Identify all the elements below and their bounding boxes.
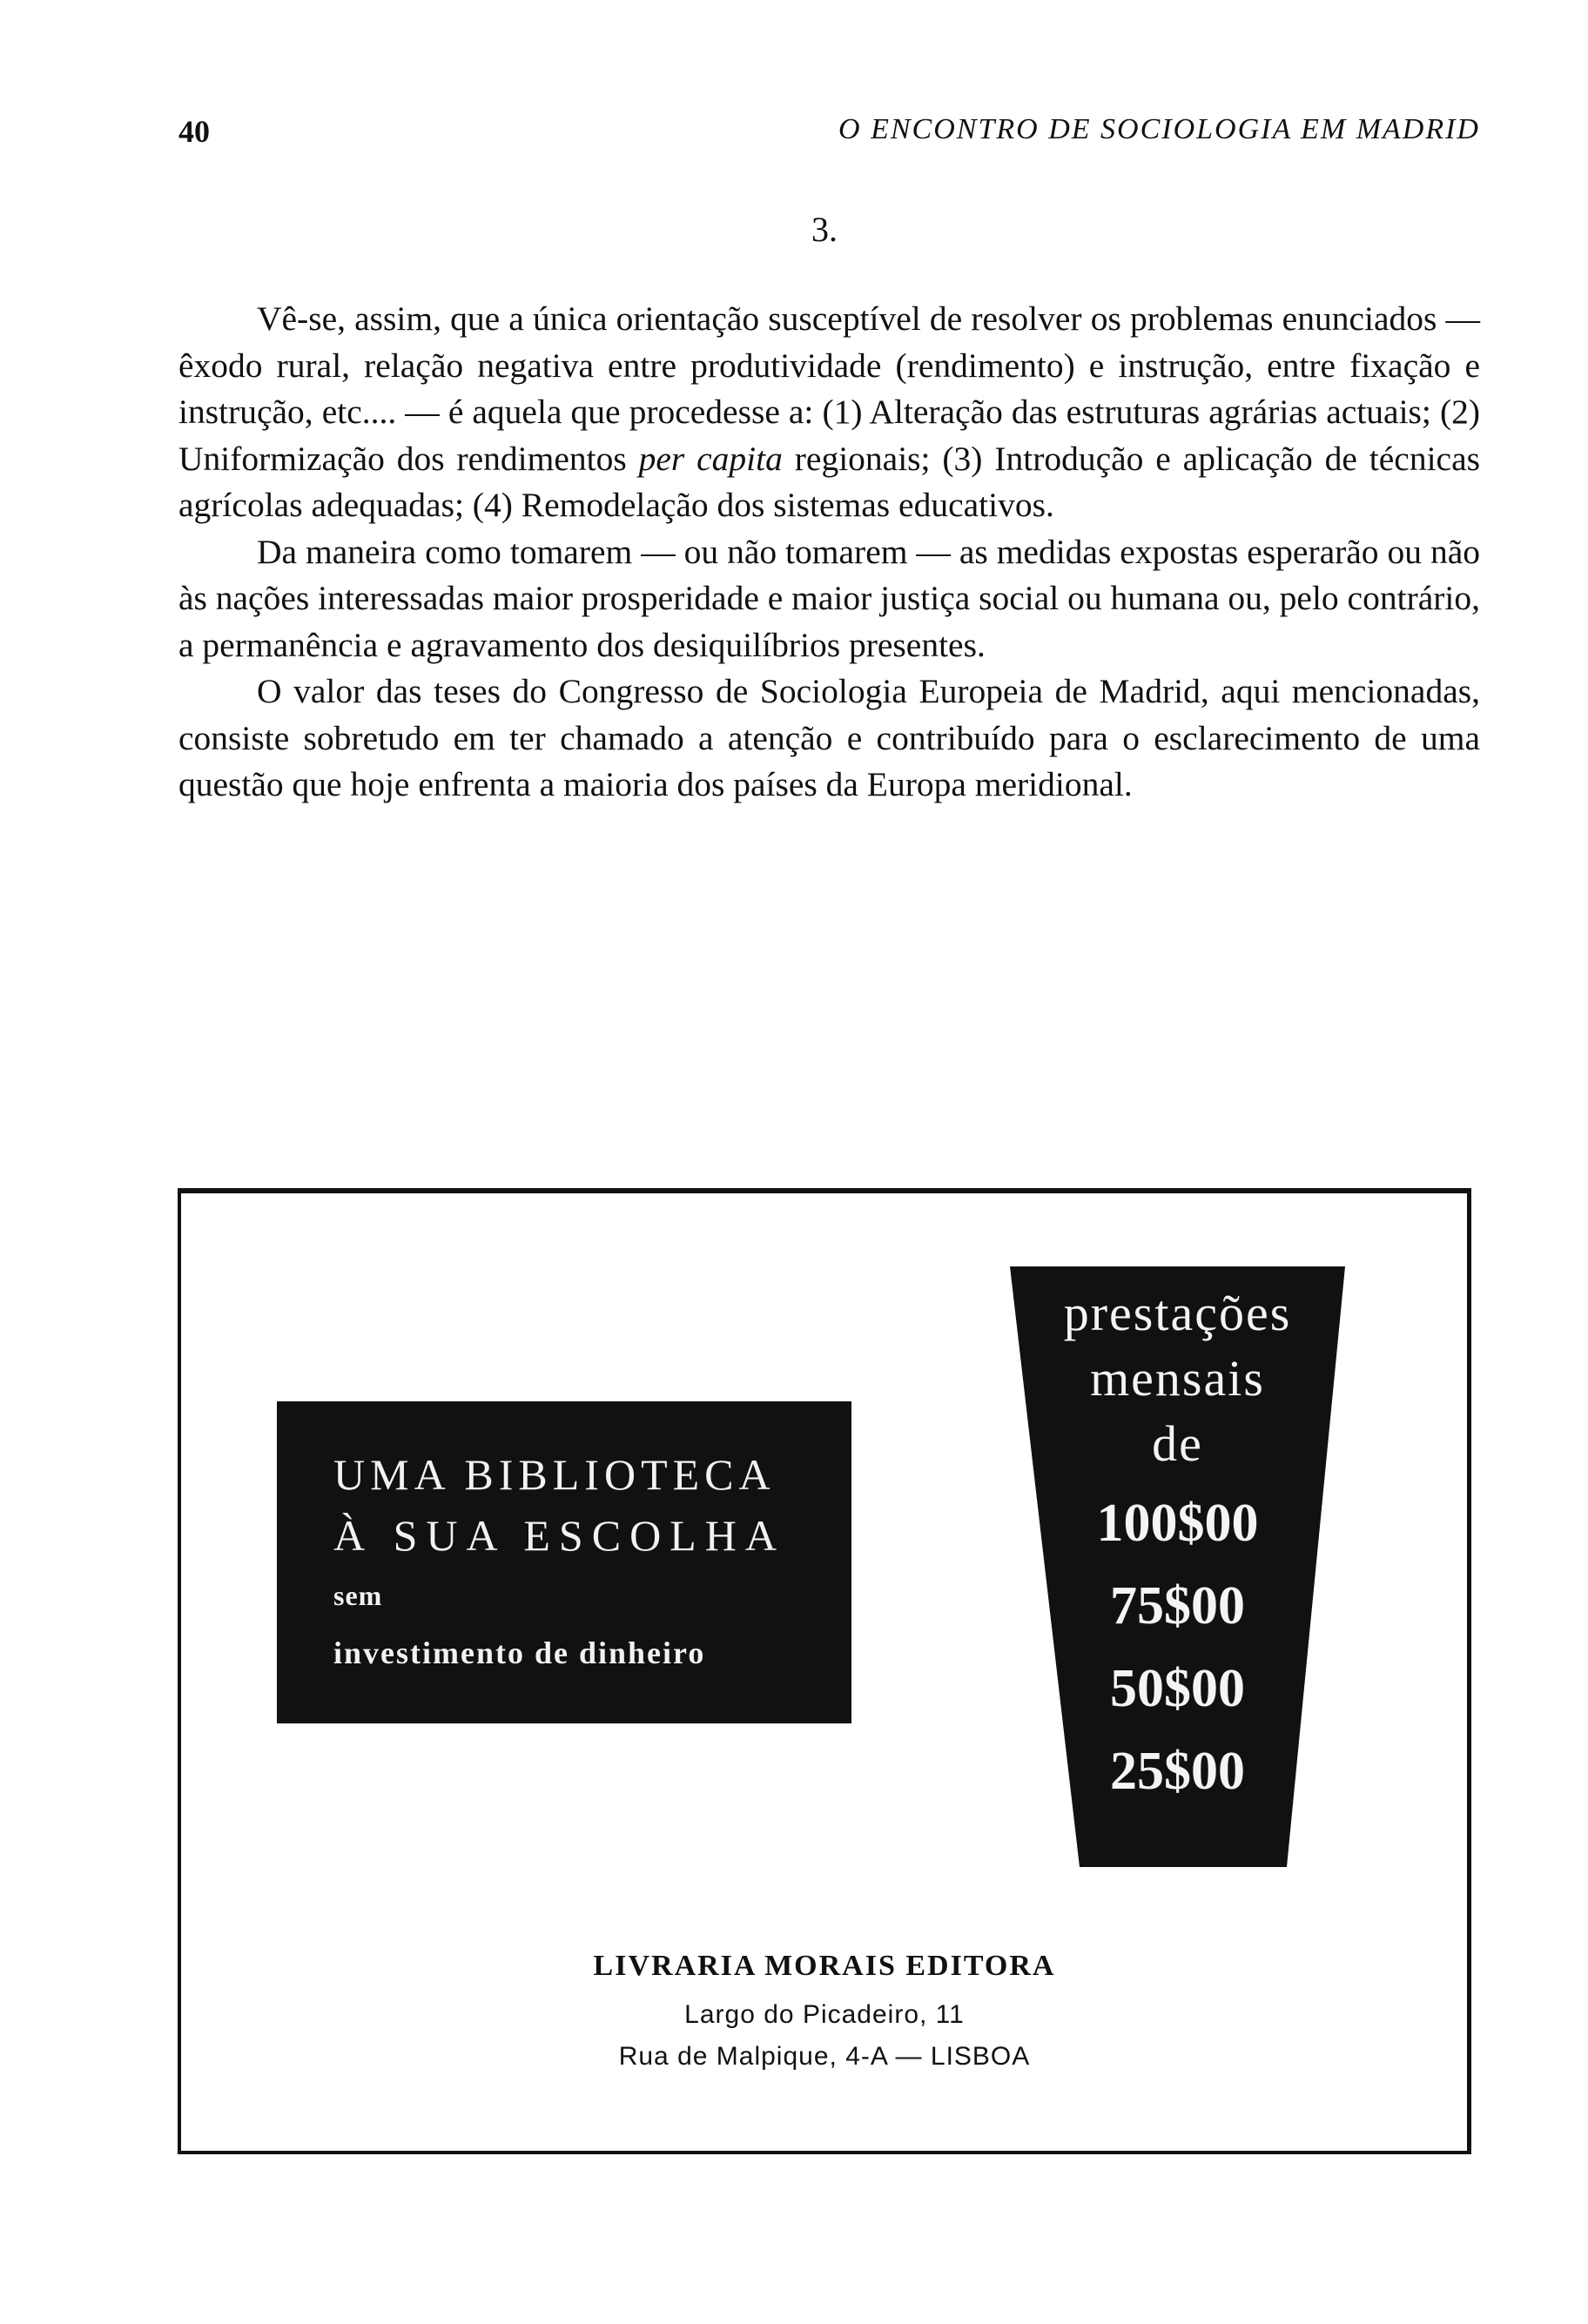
trapezoid-price-2: 75$00 [1110, 1576, 1245, 1636]
trapezoid-price-4: 25$00 [1110, 1742, 1245, 1801]
advert-price-trapezoid [1010, 1266, 1345, 1867]
body-text [178, 296, 1480, 809]
running-title: O ENCONTRO DE SOCIOLOGIA EM MADRID [838, 113, 1480, 145]
paragraph-2: Da maneira como tomarem — ou não tomarem — as medidas expostas esperarão ou não às nações interessadas maior prosperidade e maior justiça social ou humana ou, pelo contrário, a permanência e agravamento dos desiquilíbrios presentes. [178, 532, 1481, 664]
publisher-address-2: Rua de Malpique, 4-A — LISBOA [618, 2042, 1031, 2071]
italic-per-capita: per capita [638, 439, 783, 478]
advert-sem: sem [333, 1580, 383, 1611]
advert-dark-panel [277, 1401, 851, 1723]
section-number: 3. [811, 210, 838, 249]
advert-tagline: investimento de dinheiro [333, 1636, 706, 1670]
paragraph-1-part-2: regionais; (3) Introdução e aplicação de técnicas agrícolas adequadas; (4) Remodelação dos sistemas educativos. [178, 439, 1480, 524]
advert-headline-1: UMA BIBLIOTECA [333, 1450, 776, 1499]
advert-headline-2: À SUA ESCOLHA [333, 1511, 785, 1560]
paragraph-3: O valor das teses do Congresso de Sociologia Europeia de Madrid, aqui mencionadas, consiste sobretudo em ter chamado a atenção e contribuído para o esclarecimento de uma questão que hoje enfrenta a maioria dos países da Europa meridional. [178, 672, 1480, 803]
publisher-address-1: Largo do Picadeiro, 11 [684, 2000, 965, 2029]
paragraph-1-part-1: Vê-se, assim, que a única orientação susceptível de resolver os problemas enunciados — êxodo rural, relação negativa entre produtividade (rendimento) e instrução, entre fixação e instrução, etc.... — é aquela que procedesse a: (1) Alteração das estruturas agrárias actuais; (2) Uniformização dos rendimentos [178, 299, 1480, 478]
trapezoid-word-1: prestações [1063, 1285, 1292, 1341]
trapezoid-word-2: mensais [1090, 1350, 1265, 1407]
paragraph-1 [178, 296, 1480, 529]
publisher-name: LIVRARIA MORAIS EDITORA [593, 1950, 1056, 1982]
trapezoid-price-3: 50$00 [1110, 1659, 1245, 1718]
trapezoid-word-3: de [1152, 1415, 1203, 1472]
trapezoid-price-1: 100$00 [1096, 1494, 1259, 1553]
page-number: 40 [178, 114, 210, 149]
page-header [178, 113, 1480, 157]
